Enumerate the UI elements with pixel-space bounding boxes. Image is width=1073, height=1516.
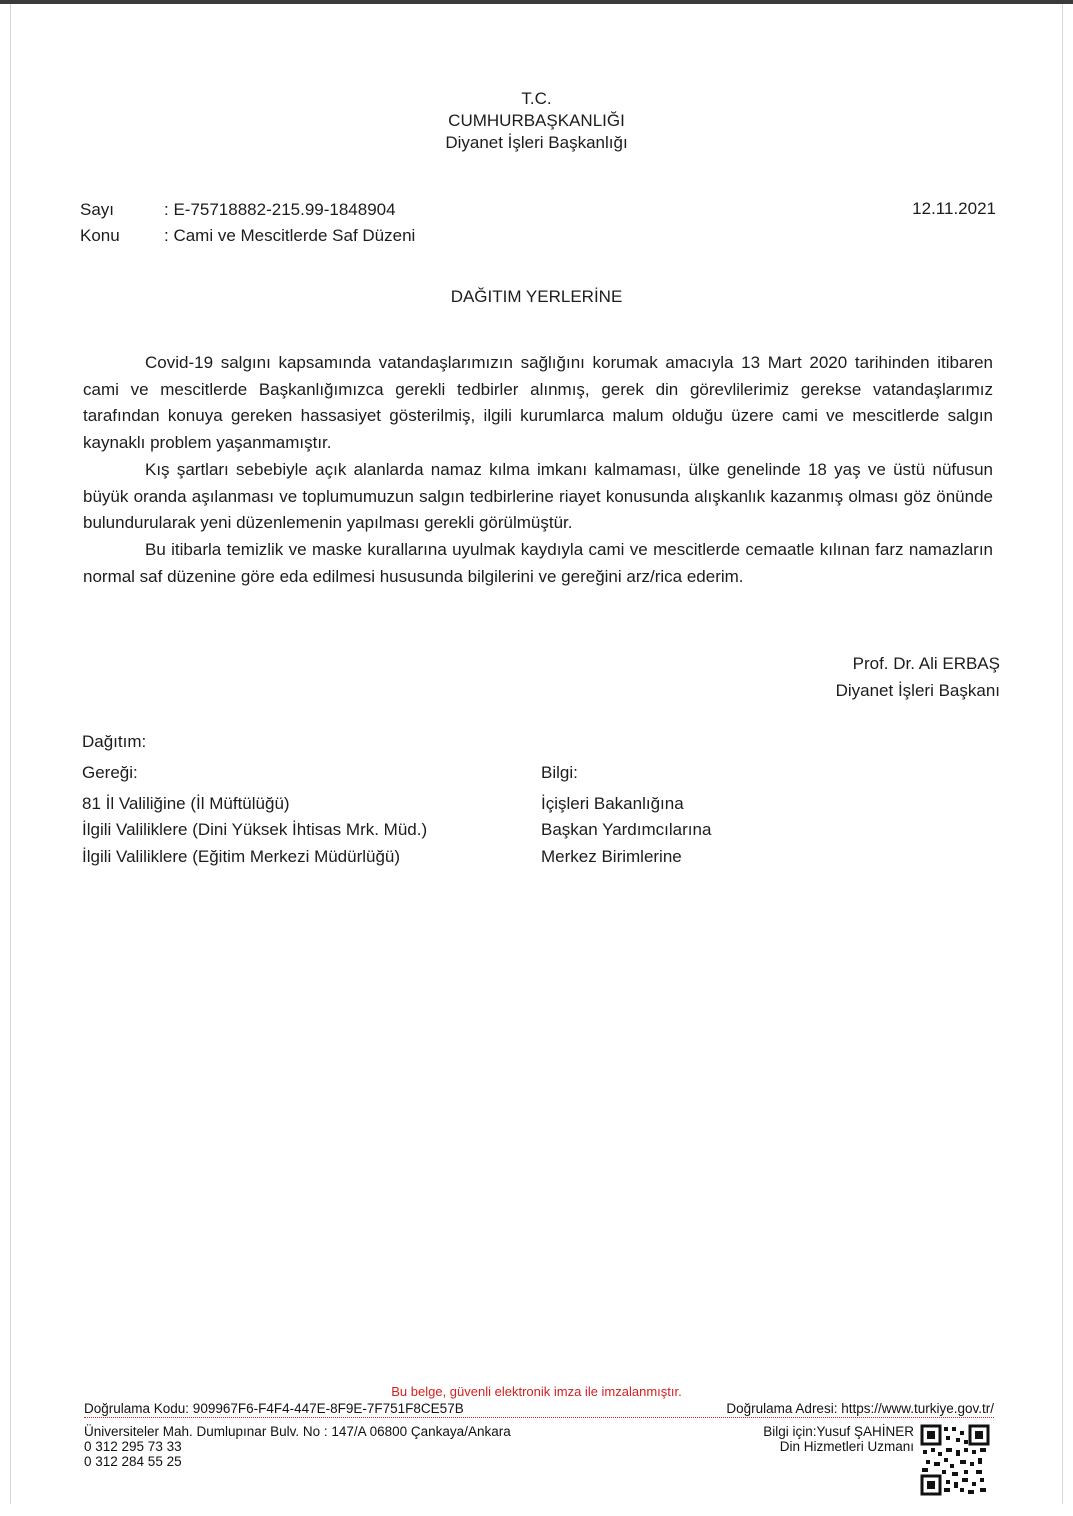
list-item: İlgili Valiliklere (Dini Yüksek İhtisas Mrk. Müd.) (82, 820, 428, 839)
office-address: Üniversiteler Mah. Dumlupınar Bulv. No : 147/A 06800 Çankaya/Ankara (84, 1424, 511, 1439)
recipient-heading: DAĞITIM YERLERİNE (450, 287, 623, 306)
footer-divider (84, 1417, 994, 1418)
konu-label: Konu (80, 226, 120, 245)
geregi-column (82, 760, 427, 870)
list-item: İlgili Valiliklere (Eğitim Merkezi Müdürlüğü) (82, 846, 401, 866)
list-item: Başkan Yardımcılarına (541, 820, 712, 839)
qr-code-icon (920, 1424, 990, 1496)
body-paragraph: Covid-19 salgını kapsamında vatandaşlarımızın sağlığını korumak amacıyla 13 Mart 2020 tarihinden itibaren cami ve mescitlerde Başkanlığımızca gerekli tedbirler alınmış, gerek din görevlilerimiz gerekse vatandaşlarımız tarafından konuya gereken hassasiyet gösterilmiş, ilgili kurumlarca malum olduğu üzere cami ve mescitlerde salgın kaynaklı problem yaşanmamıştır. (83, 353, 993, 453)
document-date: 12.11.2021 (912, 199, 996, 218)
verification-address: Doğrulama Adresi: https://www.turkiye.gov.tr/ (726, 1401, 994, 1416)
bilgi-column (541, 760, 711, 870)
distribution-label: Dağıtım: (82, 732, 147, 751)
list-item: İçişleri Bakanlığına (541, 793, 684, 813)
list-item: Merkez Birimlerine (541, 846, 682, 866)
letterhead (0, 88, 1073, 154)
signature-block (760, 650, 1000, 704)
letterhead-tc: T.C. (521, 89, 552, 108)
signer-title: Diyanet İşleri Başkanı (835, 681, 1000, 700)
body-paragraph: Kış şartları sebebiyle açık alanlarda namaz kılma imkanı kalmaması, ülke genelinde 18 yaş ve üstü nüfusun büyük oranda aşılanması ve toplumumuzun salgın tedbirlerine riayet konusunda alışkanlık kazanmış olması göz önünde bulundurularak yeni düzenlemenin yapılması gerekli görülmüştür. (83, 459, 993, 533)
phone-number: 0 312 295 73 33 (84, 1439, 182, 1454)
letterhead-directorate: Diyanet İşleri Başkanlığı (445, 133, 628, 152)
page-edge (10, 4, 11, 1504)
list-item: 81 İl Valiliğine (İl Müftülüğü) (82, 793, 290, 813)
page-edge (1062, 4, 1063, 1504)
sayi-label: Sayı (80, 200, 115, 219)
signer-name: Prof. Dr. Ali ERBAŞ (852, 654, 1000, 673)
body-paragraph: Bu itibarla temizlik ve maske kurallarına uyulmak kaydıyla cami ve mescitlerde cemaatle kılınan farz namazların normal saf düzenine göre eda edilmesi hususunda bilgilerini ve gereğini arz/rica ederim. (83, 539, 993, 586)
contact-title: Din Hizmetleri Uzmanı (779, 1439, 914, 1454)
verification-code: Doğrulama Kodu: 909967F6-F4F4-447E-8F9E-7F751F8CE57B (84, 1401, 464, 1416)
sayi-row (80, 199, 114, 221)
geregi-label: Gereği: (82, 763, 138, 782)
bilgi-label: Bilgi: (541, 763, 578, 782)
top-border (0, 0, 1073, 4)
esign-notice: Bu belge, güvenli elektronik imza ile imzalanmıştır. (391, 1384, 682, 1399)
contact-name: Bilgi için:Yusuf ŞAHİNER (763, 1424, 914, 1439)
letter-body (83, 350, 993, 590)
konu-value: : Cami ve Mescitlerde Saf Düzeni (164, 226, 416, 245)
fax-number: 0 312 284 55 25 (84, 1454, 182, 1469)
letterhead-presidency: CUMHURBAŞKANLIĞI (448, 111, 625, 130)
sayi-value: : E-75718882-215.99-1848904 (164, 200, 396, 219)
